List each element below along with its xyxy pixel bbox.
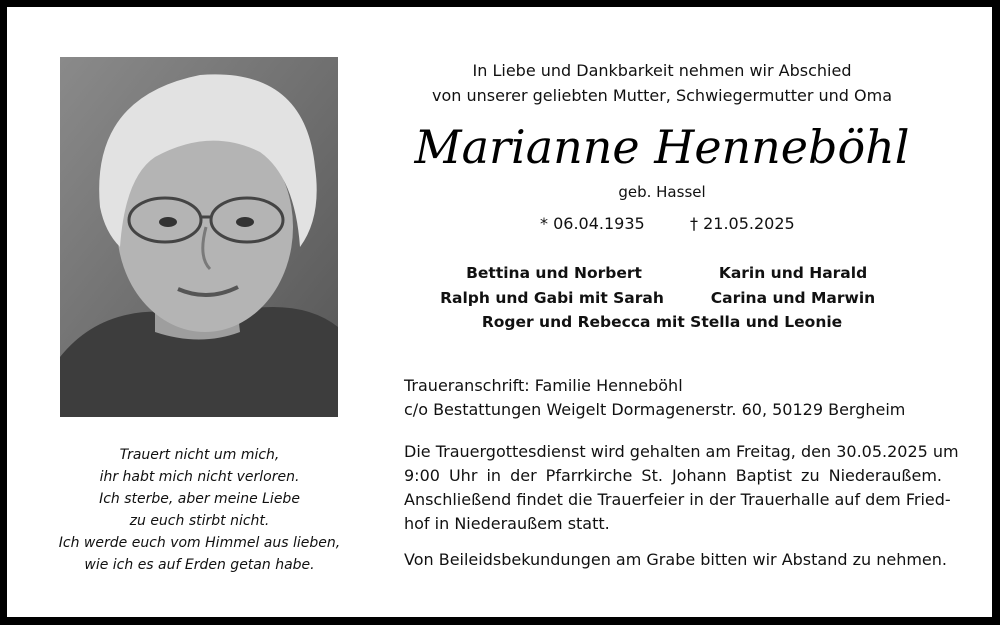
poem-line: zu euch stirbt nicht. <box>129 513 270 529</box>
intro-line-2: von unserer geliebten Mutter, Schwiegermutter und Oma <box>431 86 893 105</box>
poem-line: ihr habt mich nicht verloren. <box>99 469 300 485</box>
poem-line: wie ich es auf Erden getan habe. <box>84 557 315 573</box>
service-line: hof in Niederaußem statt. <box>404 514 610 533</box>
poem <box>57 444 342 576</box>
deceased-name: Marianne Henneböhl <box>414 120 910 174</box>
birth-date: * 06.04.1935 <box>540 214 645 233</box>
obituary-card <box>7 7 992 617</box>
service-info <box>404 440 959 536</box>
poem-line: Trauert nicht um mich, <box>119 447 280 463</box>
service-line: Die Trauergottesdienst wird gehalten am Freitag, den 30.05.2025 um <box>404 442 959 461</box>
closing-note: Von Beileidsbekundungen am Grabe bitten wir Abstand zu nehmen. <box>404 550 947 569</box>
family-member: Bettina und Norbert <box>466 264 642 282</box>
family-member: Carina und Marwin <box>710 289 876 307</box>
family-member: Ralph und Gabi mit Sarah <box>440 289 664 307</box>
death-date: † 21.05.2025 <box>690 214 795 233</box>
birth-name: geb. Hassel <box>618 183 706 201</box>
address-line-1: Traueranschrift: Familie Henneböhl <box>404 376 683 395</box>
poem-line: Ich sterbe, aber meine Liebe <box>99 491 300 507</box>
intro-line-1: In Liebe und Dankbarkeit nehmen wir Abschied <box>472 61 852 80</box>
address-line-2: c/o Bestattungen Weigelt Dormagenerstr. 60, 50129 Bergheim <box>404 400 906 419</box>
family-member: Karin und Harald <box>718 264 868 282</box>
service-line: Anschließend findet die Trauerfeier in der Trauerhalle auf dem Fried- <box>404 490 951 509</box>
family-member: Roger und Rebecca mit Stella und Leonie <box>481 313 843 331</box>
mourning-address <box>404 374 905 422</box>
portrait-photo <box>60 57 338 417</box>
portrait-image <box>60 57 338 417</box>
intro-text <box>387 58 937 108</box>
poem-line: Ich werde euch vom Himmel aus lieben, <box>58 535 341 551</box>
service-line: 9:00 Uhr in der Pfarrkirche St. Johann Baptist zu Niederaußem. <box>404 466 942 485</box>
